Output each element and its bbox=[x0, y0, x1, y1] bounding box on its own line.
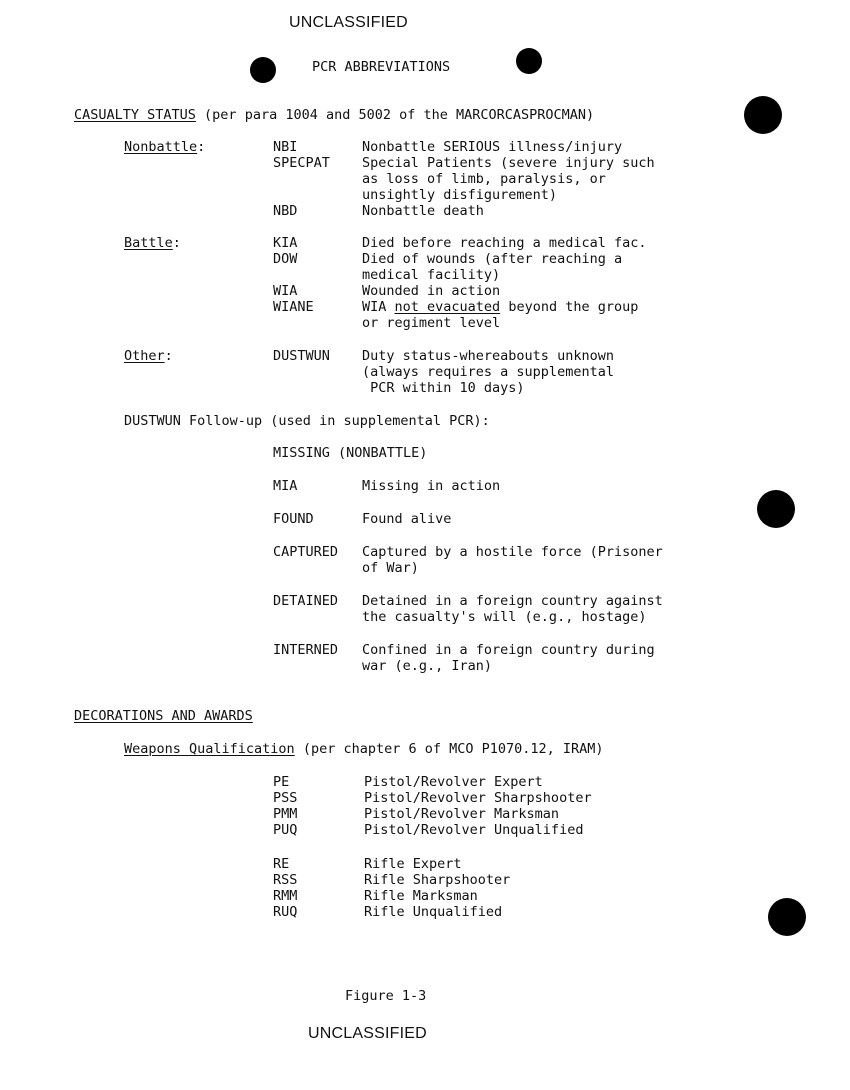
abbr-code: RMM bbox=[273, 888, 298, 904]
abbr-description: Rifle Unqualified bbox=[364, 904, 503, 920]
missing-label: MISSING (NONBATTLE) bbox=[273, 445, 428, 461]
abbr-code: DETAINED bbox=[273, 593, 339, 609]
punch-hole-mark bbox=[516, 48, 542, 74]
abbr-description: Rifle Marksman bbox=[364, 888, 478, 904]
abbr-code: PSS bbox=[273, 790, 298, 806]
abbr-code: WIA bbox=[273, 283, 298, 299]
punch-hole-mark bbox=[744, 96, 782, 134]
abbr-code: MIA bbox=[273, 478, 298, 494]
abbr-code: PUQ bbox=[273, 822, 298, 838]
abbr-description: Pistol/Revolver Unqualified bbox=[364, 822, 584, 838]
classification-top: UNCLASSIFIED bbox=[289, 14, 408, 31]
casualty-status-reference: (per para 1004 and 5002 of the MARCORCASPROCMAN) bbox=[195, 107, 595, 123]
weapons-qualification-heading bbox=[124, 741, 604, 757]
classification-bottom: UNCLASSIFIED bbox=[308, 1025, 427, 1042]
abbr-description: Captured by a hostile force (Prisoner of War) bbox=[362, 544, 663, 576]
abbr-code: INTERNED bbox=[273, 642, 339, 658]
abbr-description: Pistol/Revolver Expert bbox=[364, 774, 543, 790]
casualty-status-heading bbox=[74, 107, 594, 123]
abbr-description: WIA not evacuated beyond the group or regiment level bbox=[362, 299, 639, 331]
abbr-description: Died before reaching a medical fac. bbox=[362, 235, 647, 251]
abbr-code: SPECPAT bbox=[273, 155, 330, 171]
abbr-code: DOW bbox=[273, 251, 298, 267]
abbr-description: Special Patients (severe injury such as loss of limb, paralysis, or unsightly disfigurement) bbox=[362, 155, 655, 203]
abbr-code: RUQ bbox=[273, 904, 298, 920]
abbr-description: Wounded in action bbox=[362, 283, 501, 299]
page-title: PCR ABBREVIATIONS bbox=[312, 59, 451, 75]
abbr-code: RSS bbox=[273, 872, 298, 888]
abbr-code: FOUND bbox=[273, 511, 314, 527]
abbr-code: PE bbox=[273, 774, 290, 790]
abbr-code: KIA bbox=[273, 235, 298, 251]
followup-heading: DUSTWUN Follow-up (used in supplemental PCR): bbox=[124, 413, 490, 429]
punch-hole-mark bbox=[757, 490, 795, 528]
abbr-code: DUSTWUN bbox=[273, 348, 330, 364]
abbr-description: Rifle Expert bbox=[364, 856, 462, 872]
abbr-description: Pistol/Revolver Marksman bbox=[364, 806, 560, 822]
abbr-description: Found alive bbox=[362, 511, 452, 527]
abbr-code: WIANE bbox=[273, 299, 314, 315]
battle-label: Battle: bbox=[124, 235, 181, 251]
figure-caption: Figure 1-3 bbox=[345, 988, 427, 1004]
abbr-description: Nonbattle death bbox=[362, 203, 484, 219]
weapons-qualification-label: Weapons Qualification bbox=[124, 741, 295, 757]
other-label: Other: bbox=[124, 348, 173, 364]
abbr-code: PMM bbox=[273, 806, 298, 822]
punch-hole-mark bbox=[250, 57, 276, 83]
abbr-description: Pistol/Revolver Sharpshooter bbox=[364, 790, 592, 806]
punch-hole-mark bbox=[768, 898, 806, 936]
abbr-description: Died of wounds (after reaching a medical facility) bbox=[362, 251, 623, 283]
abbr-description: Duty status-whereabouts unknown (always requires a supplemental PCR within 10 days) bbox=[362, 348, 614, 396]
abbr-description: Missing in action bbox=[362, 478, 501, 494]
abbr-code: RE bbox=[273, 856, 290, 872]
abbr-code: NBI bbox=[273, 139, 298, 155]
abbr-code: CAPTURED bbox=[273, 544, 339, 560]
casualty-status-label: CASUALTY STATUS bbox=[74, 107, 196, 123]
abbr-description: Confined in a foreign country during war (e.g., Iran) bbox=[362, 642, 655, 674]
abbr-code: NBD bbox=[273, 203, 298, 219]
weapons-qualification-reference: (per chapter 6 of MCO P1070.12, IRAM) bbox=[294, 741, 604, 757]
abbr-description: Rifle Sharpshooter bbox=[364, 872, 511, 888]
nonbattle-label: Nonbattle: bbox=[124, 139, 206, 155]
abbr-description: Detained in a foreign country against the casualty's will (e.g., hostage) bbox=[362, 593, 663, 625]
abbr-description: Nonbattle SERIOUS illness/injury bbox=[362, 139, 623, 155]
decorations-heading: DECORATIONS AND AWARDS bbox=[74, 708, 253, 724]
